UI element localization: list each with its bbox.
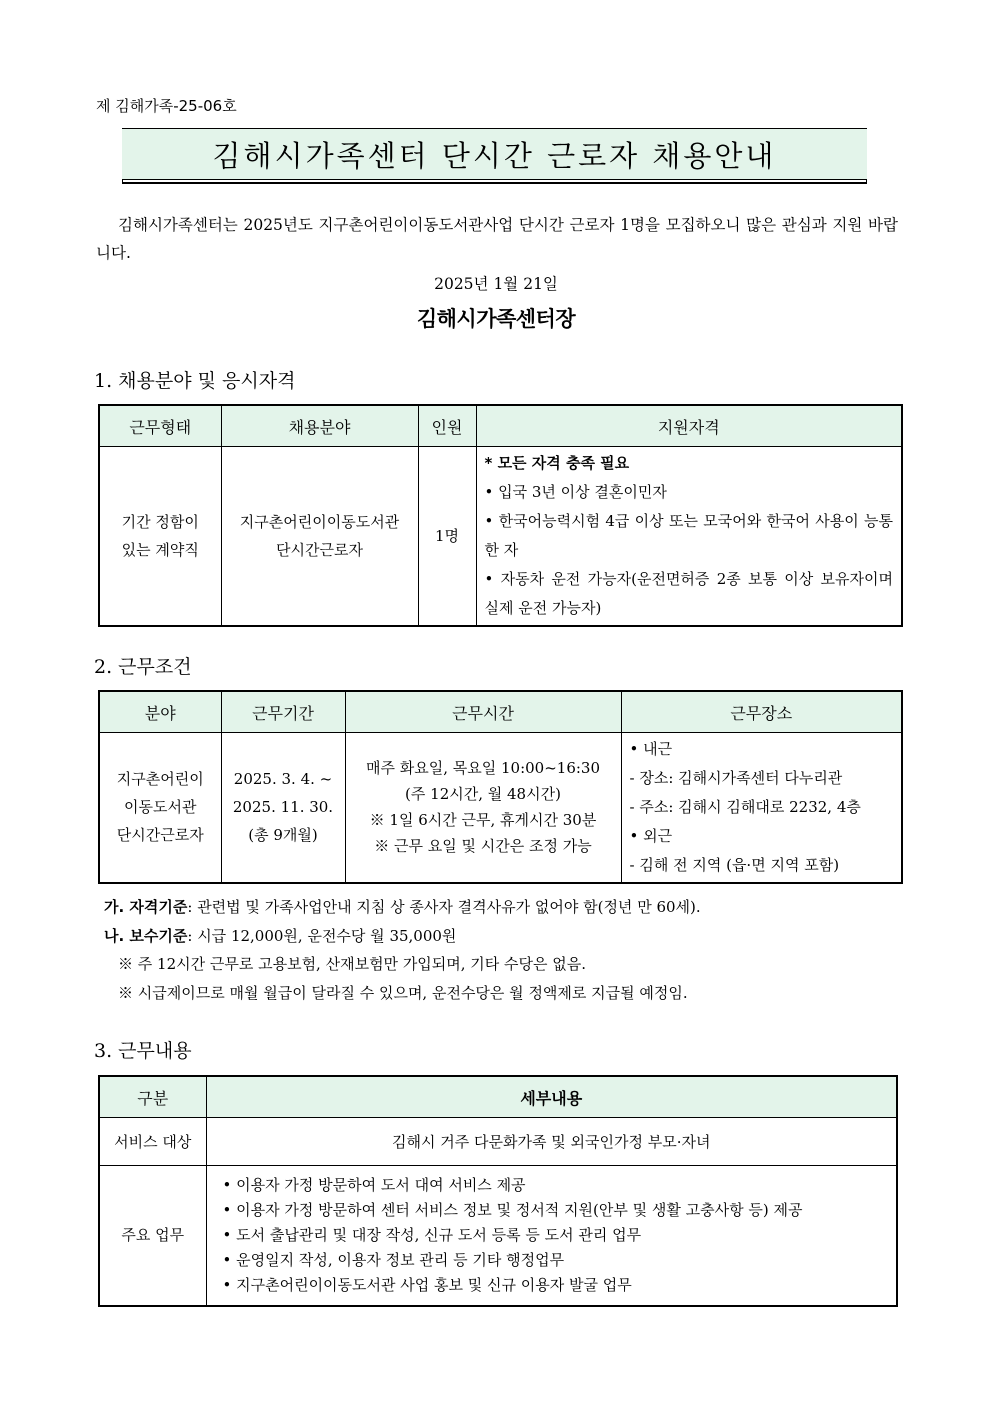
- cell-line: ※ 1일 6시간 근무, 휴게시간 30분: [369, 811, 597, 830]
- table-row: [99, 1166, 897, 1306]
- employment-type-cell: [99, 447, 221, 627]
- list-item: • 내근: [629, 739, 673, 758]
- cell-line: 단시간근로자: [276, 541, 363, 559]
- signatory: 김해시가족센터장: [416, 307, 576, 331]
- header-cell: 인원: [418, 405, 476, 447]
- main-duties-label: 주요 업무: [99, 1166, 206, 1306]
- cell-line: 2025. 11. 30.: [232, 798, 334, 817]
- header-cell: 근무장소: [621, 691, 902, 733]
- place-cell: [621, 733, 902, 883]
- qualifications-cell: [476, 447, 902, 627]
- table-header-row: [99, 691, 902, 733]
- qualification-criteria: [104, 893, 701, 922]
- list-item: • 입국 3년 이상 결혼이민자: [484, 483, 667, 501]
- page-title-text: 김해시가족센터 단시간 근로자 채용안내: [212, 138, 777, 173]
- cell-line: 지구촌어린이: [116, 770, 204, 789]
- header-cell: 채용분야: [221, 405, 418, 447]
- header-cell: 분야: [99, 691, 221, 733]
- list-item: - 김해 전 지역 (읍·면 지역 포함): [629, 855, 840, 874]
- list-item: • 이용자 가정 방문하여 센터 서비스 정보 및 정서적 지원(안부 및 생활 고충사항 등) 제공: [222, 1200, 803, 1219]
- note-text: : 관련법 및 가족사업안내 지침 상 종사자 결격사유가 없어야 함(정년 만 60세).: [187, 898, 701, 916]
- section1-heading: 1. 채용분야 및 응시자격: [94, 370, 296, 392]
- table-header-row: [99, 405, 902, 447]
- table-header-row: [99, 1076, 897, 1118]
- conditions-table: [98, 690, 903, 884]
- field-cell: [221, 447, 418, 627]
- place-list: [622, 735, 902, 880]
- header-cell: 지원자격: [476, 405, 902, 447]
- list-item: * 모든 자격 충족 필요: [484, 454, 630, 472]
- list-item: • 지구촌어린이이동도서관 사업 홍보 및 신규 이용자 발굴 업무: [222, 1275, 632, 1294]
- duties-table: [98, 1075, 898, 1307]
- field-cell: [99, 733, 221, 883]
- list-item: • 자동차 운전 가능자(운전면허증 2종 보통 이상 보유자이며 실제 운전 가능자): [484, 570, 893, 617]
- cell-line: 지구촌어린이이동도서관: [239, 513, 400, 531]
- announcement-date: 2025년 1월 21일: [434, 275, 558, 293]
- table-row: [99, 1118, 897, 1166]
- header-cell: 구분: [99, 1076, 206, 1118]
- document-number: 제 김해가족-25-06호: [96, 97, 237, 115]
- cell-line: 단시간근로자: [116, 826, 204, 845]
- service-target-label: 서비스 대상: [99, 1118, 206, 1166]
- list-item: • 운영일지 작성, 이용자 정보 관리 등 기타 행정업무: [222, 1250, 565, 1269]
- qualification-list: [477, 447, 902, 625]
- cell-line: 이동도서관: [124, 798, 197, 817]
- header-cell: 근무형태: [99, 405, 221, 447]
- period-cell: [221, 733, 345, 883]
- cell-line: 기간 정함이: [121, 513, 199, 531]
- main-duties-cell: [206, 1166, 897, 1306]
- note-label: 나. 보수기준: [104, 926, 188, 945]
- duties-list: [207, 1171, 897, 1300]
- header-cell: 근무시간: [345, 691, 621, 733]
- cell-line: 매주 화요일, 목요일 10:00~16:30: [365, 759, 601, 778]
- list-item: • 외근: [629, 826, 673, 845]
- cell-line: 있는 계약직: [121, 541, 199, 559]
- list-item: - 주소: 김해시 김해대로 2232, 4층: [629, 797, 861, 816]
- table-row: [99, 447, 902, 627]
- list-item: • 한국어능력시험 4급 이상 또는 모국어와 한국어 사용이 능통한 자: [484, 512, 893, 559]
- intro-paragraph: 김해시가족센터는 2025년도 지구촌어린이이동도서관사업 단시간 근로자 1명을 모집하오니 많은 관심과 지원 바랍니다.: [96, 216, 898, 262]
- list-item: • 이용자 가정 방문하여 도서 대여 서비스 제공: [222, 1175, 526, 1194]
- note-label: 가. 자격기준: [104, 898, 188, 916]
- hours-cell: [345, 733, 621, 883]
- section2-heading: 2. 근무조건: [94, 656, 192, 678]
- note-text: : 시급 12,000원, 운전수당 월 35,000원: [187, 926, 457, 945]
- conditions-notes: [104, 893, 701, 1007]
- header-cell: 근무기간: [221, 691, 345, 733]
- section3-heading: 3. 근무내용: [94, 1040, 192, 1062]
- cell-line: (주 12시간, 월 48시간): [405, 785, 561, 804]
- headcount-cell: 1명: [418, 447, 476, 627]
- list-item: • 도서 출납관리 및 대장 작성, 신규 도서 등록 등 도서 관리 업무: [222, 1225, 642, 1244]
- cell-line: ※ 근무 요일 및 시간은 조정 가능: [374, 837, 592, 856]
- page-title: [122, 128, 867, 180]
- list-item: - 장소: 김해시가족센터 다누리관: [629, 768, 843, 787]
- pay-criteria: [104, 922, 701, 951]
- table-row: [99, 733, 902, 883]
- cell-line: 2025. 3. 4. ~: [233, 770, 333, 789]
- header-cell: 세부내용: [206, 1076, 897, 1118]
- recruitment-table: [98, 404, 903, 627]
- note-line: ※ 시급제이므로 매월 월급이 달라질 수 있으며, 운전수당은 월 정액제로 지급될 예정임.: [118, 983, 688, 1002]
- service-target-text: 김해시 거주 다문화가족 및 외국인가정 부모·자녀: [206, 1118, 897, 1166]
- note-line: ※ 주 12시간 근무로 고용보험, 산재보험만 가입되며, 기타 수당은 없음.: [118, 955, 587, 973]
- cell-line: (총 9개월): [248, 826, 318, 845]
